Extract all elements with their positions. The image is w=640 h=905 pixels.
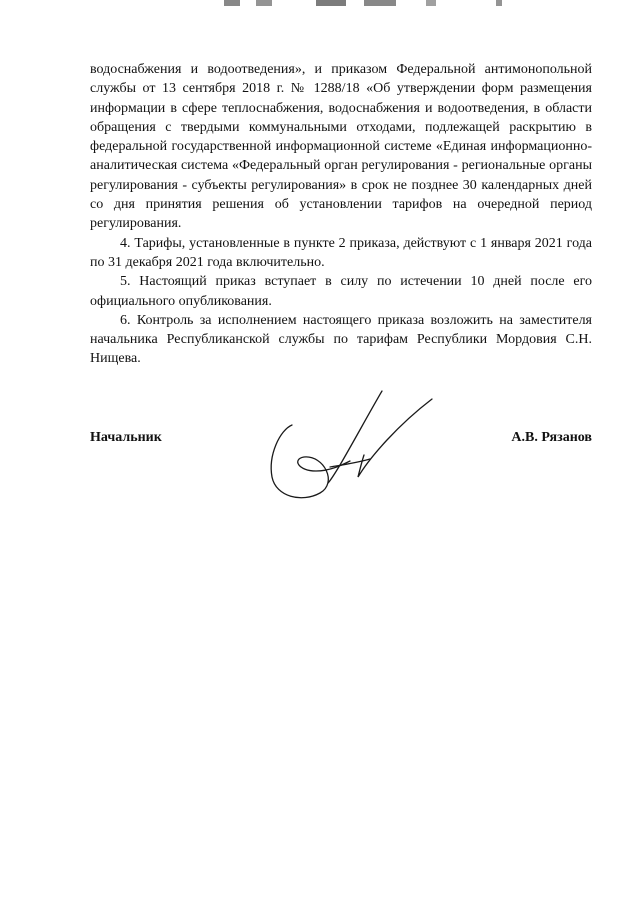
paragraph-continuation: водоснабжения и водоотведения», и приказом Федеральной антимонопольной службы от 13 сентября 2018 г. № 1288/18 «Об утверждении форм размещения информации в сфере теплоснабжения, водоснабжения и водоотведения, в области обращения с твердыми коммунальными отходами, подлежащей раскрытию в федеральной государственной информационной системе «Единая информационно-аналитическая система «Федеральный орган регулирования - региональные органы регулирования - субъекты регулирования» в срок не позднее 30 календарных дней со дня принятия решения об установлении тарифов на очередной период регулирования. bbox=[90, 62, 592, 232]
paragraph-5: 5. Настоящий приказ вступает в силу по истечении 10 дней после его официального опубликования. bbox=[90, 274, 592, 309]
paragraph-4: 4. Тарифы, установленные в пункте 2 приказа, действуют с 1 января 2021 года по 31 декабря 2021 года включительно. bbox=[90, 235, 592, 270]
document-body bbox=[90, 60, 592, 369]
signer-name: А.В. Рязанов bbox=[511, 430, 592, 445]
signer-title: Начальник bbox=[90, 430, 162, 445]
signature-row bbox=[90, 430, 592, 450]
paragraph-6: 6. Контроль за исполнением настоящего приказа возложить на заместителя начальника Республиканской службы по тарифам Республики Мордовия С.Н. Нищева. bbox=[90, 312, 592, 367]
scan-artifact bbox=[196, 0, 526, 6]
